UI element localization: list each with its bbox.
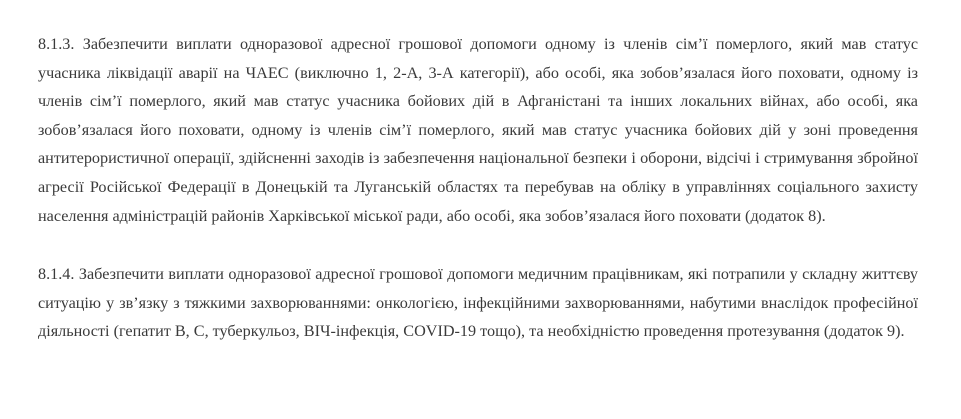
document-body <box>38 30 918 346</box>
paragraph-8-1-3 <box>38 30 918 230</box>
paragraph-text: Забезпечити виплати одноразової адресної грошової допомоги одному із членів сім’ї померлого, який мав статус учасника ліквідації аварії на ЧАЕС (виключно 1, 2-А, 3-А категорії), або особі, яка зобов’язалася його поховати, одному із членів сім’ї померлого, який мав статус учасника бойових дій в Афганістані та інших локальних війнах, або особі, яка зобов’язалася його поховати, одному із членів сім’ї померлого, який мав статус учасника бойових дій у зоні проведення антитерористичної операції, здійсненні заходів із забезпечення національної безпеки і оборони, відсічі і стримування збройної агресії Російської Федерації в Донецькій та Луганській областях та перебував на обліку в управліннях соціального захисту населення адміністрацій районів Харківської міської ради, або особі, яка зобов’язалася його поховати (додаток 8). <box>38 35 919 225</box>
paragraph-number: 8.1.3. <box>38 35 75 53</box>
paragraph-8-1-4 <box>38 260 918 346</box>
paragraph-text: Забезпечити виплати одноразової адресної грошової допомоги медичним працівникам, які потрапили у складну життєву ситуацію у зв’язку з тяжкими захворюваннями: онкологією, інфекційними захворюваннями, набутими внаслідок професійної діяльності (гепатит В, С, туберкульоз, ВІЧ-інфекція, COVID-19 тощо), та необхідністю проведення протезування (додаток 9). <box>38 265 919 341</box>
paragraph-number: 8.1.4. <box>38 265 75 284</box>
